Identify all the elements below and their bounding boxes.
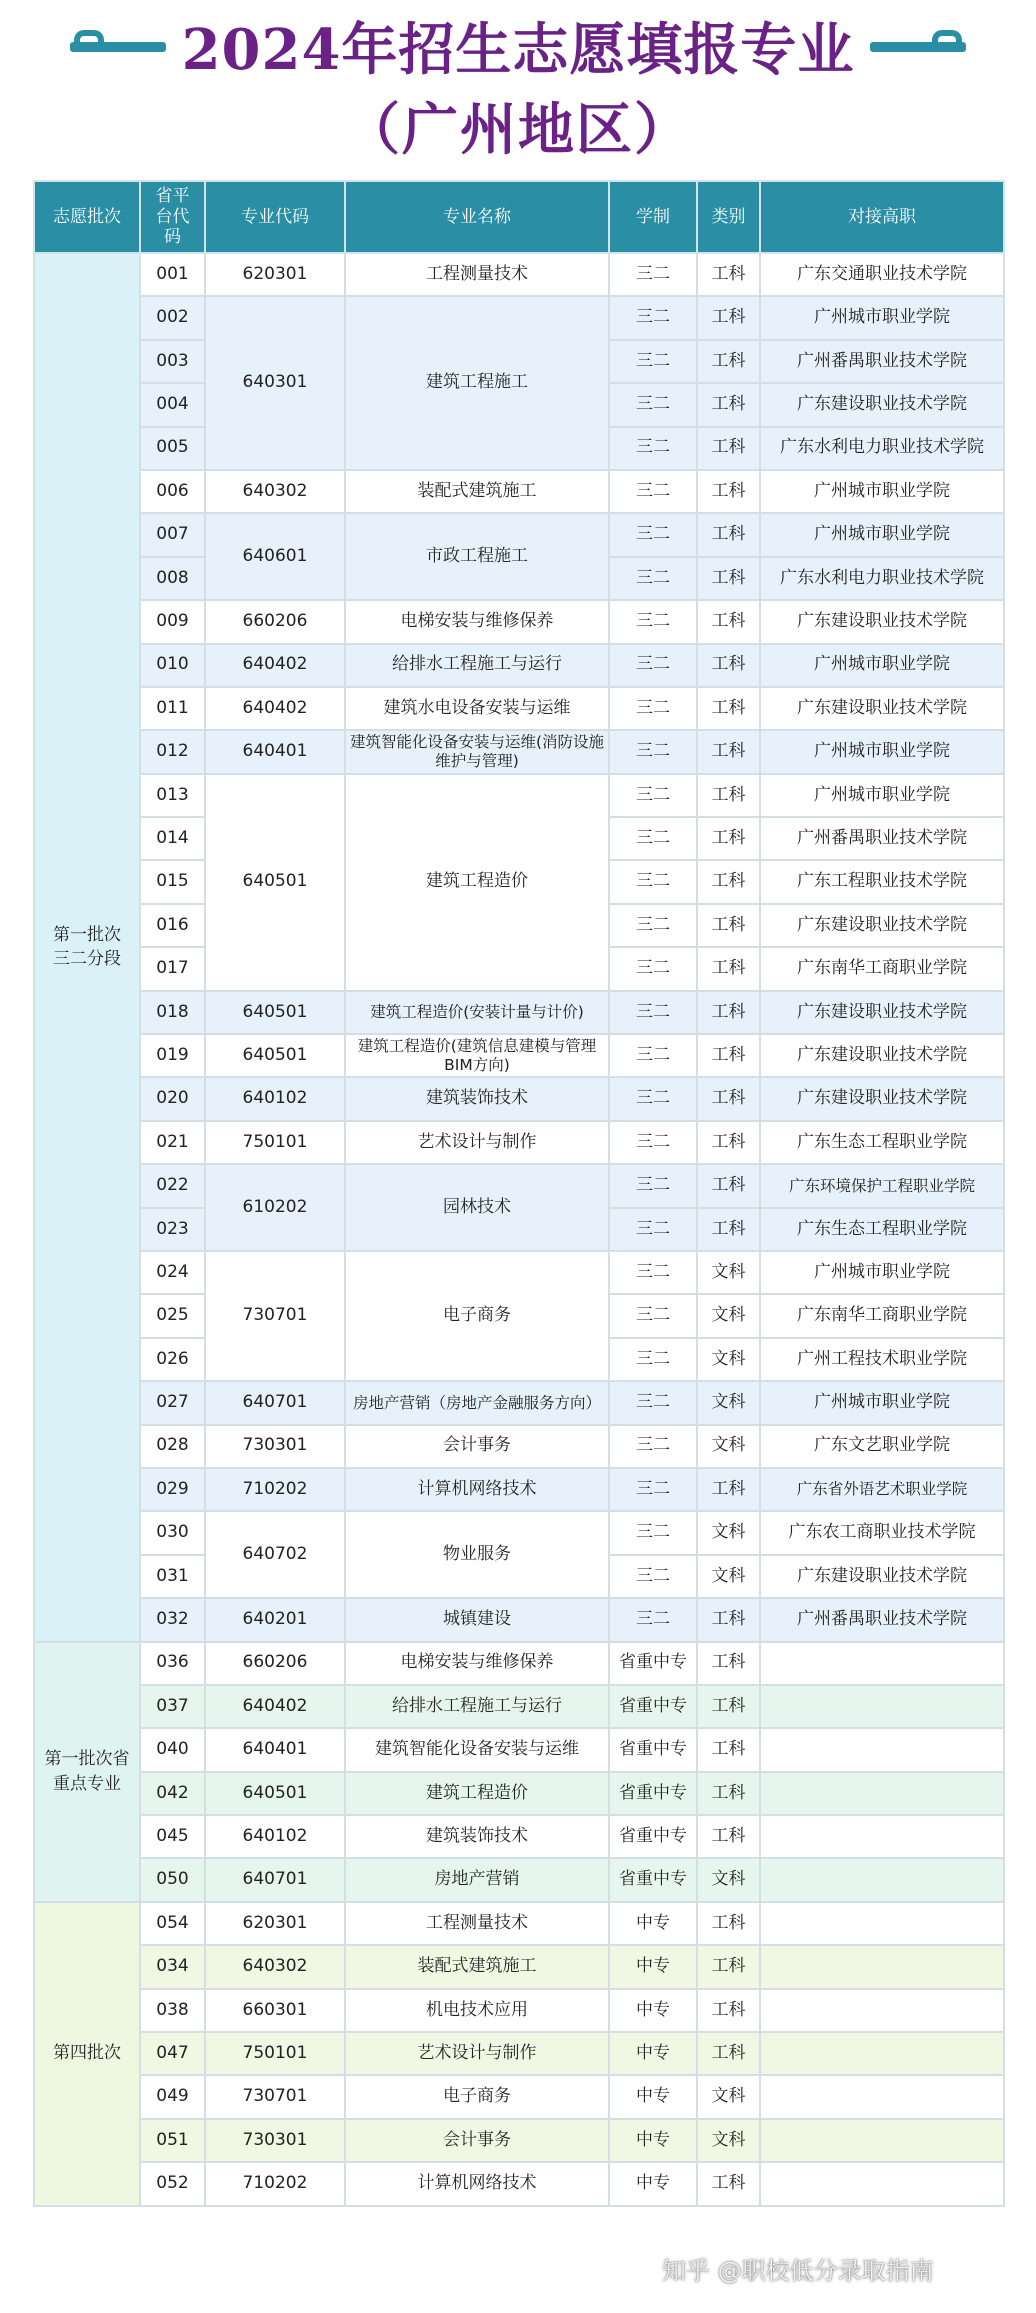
college: 广东交通职业技术学院 xyxy=(760,253,1004,296)
category: 工科 xyxy=(697,427,760,470)
major-code: 640601 xyxy=(205,513,345,600)
category: 工科 xyxy=(697,991,760,1034)
category: 工科 xyxy=(697,1685,760,1728)
platform-code: 027 xyxy=(140,1381,205,1424)
table-row xyxy=(34,1945,1004,1988)
platform-code: 017 xyxy=(140,947,205,990)
platform-code: 007 xyxy=(140,513,205,556)
platform-code: 013 xyxy=(140,774,205,817)
platform-code: 022 xyxy=(140,1164,205,1207)
category: 工科 xyxy=(697,253,760,296)
major-name: 园林技术 xyxy=(345,1164,609,1251)
platform-code: 020 xyxy=(140,1077,205,1120)
duration: 三二 xyxy=(609,774,697,817)
category: 工科 xyxy=(697,383,760,426)
college: 广东建设职业技术学院 xyxy=(760,1555,1004,1598)
platform-code: 008 xyxy=(140,557,205,600)
college: 广州番禺职业技术学院 xyxy=(760,340,1004,383)
duration: 中专 xyxy=(609,2032,697,2075)
major-name: 建筑工程造价 xyxy=(345,1772,609,1815)
major-name: 艺术设计与制作 xyxy=(345,2032,609,2075)
college: 广东水利电力职业技术学院 xyxy=(760,557,1004,600)
college xyxy=(760,1728,1004,1771)
duration: 省重中专 xyxy=(609,1642,697,1685)
platform-code: 025 xyxy=(140,1294,205,1337)
college: 广东生态工程职业学院 xyxy=(760,1121,1004,1164)
duration: 省重中专 xyxy=(609,1685,697,1728)
duration: 中专 xyxy=(609,1945,697,1988)
duration: 三二 xyxy=(609,687,697,730)
duration: 三二 xyxy=(609,644,697,687)
col-header-batch: 志愿批次 xyxy=(34,181,140,253)
table-row xyxy=(34,1989,1004,2032)
college: 广州工程技术职业学院 xyxy=(760,1338,1004,1381)
major-code: 620301 xyxy=(205,253,345,296)
college: 广东工程职业技术学院 xyxy=(760,860,1004,903)
category: 文科 xyxy=(697,1511,760,1554)
college: 广东建设职业技术学院 xyxy=(760,904,1004,947)
major-name: 机电技术应用 xyxy=(345,1989,609,2032)
batch-cell: 第一批次三二分段 xyxy=(34,253,140,1642)
category: 工科 xyxy=(697,1989,760,2032)
platform-code: 023 xyxy=(140,1208,205,1251)
table-row xyxy=(34,253,1004,296)
college xyxy=(760,1902,1004,1945)
duration: 三二 xyxy=(609,427,697,470)
duration: 三二 xyxy=(609,1121,697,1164)
platform-code: 002 xyxy=(140,296,205,339)
watermark: 知乎 @职校低分录取指南 xyxy=(662,2257,934,2285)
major-table xyxy=(33,180,1005,2207)
platform-code: 011 xyxy=(140,687,205,730)
college: 广东省外语艺术职业学院 xyxy=(760,1468,1004,1511)
platform-code: 024 xyxy=(140,1251,205,1294)
platform-code: 034 xyxy=(140,1945,205,1988)
major-name: 艺术设计与制作 xyxy=(345,1121,609,1164)
table-header-row xyxy=(34,181,1004,253)
platform-code: 052 xyxy=(140,2162,205,2205)
duration: 三二 xyxy=(609,1208,697,1251)
category: 文科 xyxy=(697,1251,760,1294)
category: 工科 xyxy=(697,296,760,339)
table-row xyxy=(34,1251,1004,1294)
major-code: 640302 xyxy=(205,1945,345,1988)
major-name: 装配式建筑施工 xyxy=(345,470,609,513)
major-name: 会计事务 xyxy=(345,1425,609,1468)
major-code: 640402 xyxy=(205,1685,345,1728)
category: 工科 xyxy=(697,774,760,817)
page-title: 2024年招生志愿填报专业 xyxy=(181,17,855,83)
duration: 三二 xyxy=(609,1381,697,1424)
table-row xyxy=(34,1425,1004,1468)
table-row xyxy=(34,1598,1004,1641)
platform-code: 054 xyxy=(140,1902,205,1945)
major-name: 城镇建设 xyxy=(345,1598,609,1641)
category: 工科 xyxy=(697,1077,760,1120)
duration: 三二 xyxy=(609,600,697,643)
category: 文科 xyxy=(697,2075,760,2118)
duration: 三二 xyxy=(609,817,697,860)
platform-code: 028 xyxy=(140,1425,205,1468)
table-row xyxy=(34,774,1004,817)
table-row xyxy=(34,1077,1004,1120)
category: 工科 xyxy=(697,1468,760,1511)
table-row xyxy=(34,2119,1004,2162)
major-code: 640402 xyxy=(205,644,345,687)
major-code: 730701 xyxy=(205,1251,345,1381)
college xyxy=(760,1772,1004,1815)
major-code: 610202 xyxy=(205,1164,345,1251)
duration: 三二 xyxy=(609,1468,697,1511)
category: 文科 xyxy=(697,1381,760,1424)
batch-cell: 第四批次 xyxy=(34,1902,140,2206)
category: 工科 xyxy=(697,1642,760,1685)
platform-code: 015 xyxy=(140,860,205,903)
table-row xyxy=(34,600,1004,643)
platform-code: 010 xyxy=(140,644,205,687)
major-name: 会计事务 xyxy=(345,2119,609,2162)
platform-code: 026 xyxy=(140,1338,205,1381)
major-name: 电梯安装与维修保养 xyxy=(345,1642,609,1685)
category: 工科 xyxy=(697,730,760,773)
duration: 省重中专 xyxy=(609,1728,697,1771)
college: 广东建设职业技术学院 xyxy=(760,991,1004,1034)
category: 工科 xyxy=(697,1121,760,1164)
major-code: 730301 xyxy=(205,1425,345,1468)
platform-code: 049 xyxy=(140,2075,205,2118)
college: 广州城市职业学院 xyxy=(760,730,1004,773)
table-row xyxy=(34,513,1004,556)
major-name: 建筑智能化设备安装与运维 xyxy=(345,1728,609,1771)
college: 广东南华工商职业学院 xyxy=(760,1294,1004,1337)
table-row xyxy=(34,2162,1004,2205)
duration: 三二 xyxy=(609,860,697,903)
duration: 三二 xyxy=(609,1164,697,1207)
college: 广东环境保护工程职业学院 xyxy=(760,1164,1004,1207)
college xyxy=(760,1642,1004,1685)
college xyxy=(760,1815,1004,1858)
category: 工科 xyxy=(697,600,760,643)
platform-code: 031 xyxy=(140,1555,205,1598)
platform-code: 050 xyxy=(140,1858,205,1901)
major-code: 640402 xyxy=(205,687,345,730)
duration: 三二 xyxy=(609,947,697,990)
duration: 中专 xyxy=(609,2075,697,2118)
college: 广州城市职业学院 xyxy=(760,1251,1004,1294)
college xyxy=(760,2119,1004,2162)
college: 广州番禺职业技术学院 xyxy=(760,1598,1004,1641)
major-code: 640501 xyxy=(205,991,345,1034)
major-code: 710202 xyxy=(205,1468,345,1511)
table-row xyxy=(34,1121,1004,1164)
major-code: 640701 xyxy=(205,1858,345,1901)
table-row xyxy=(34,1772,1004,1815)
category: 工科 xyxy=(697,2032,760,2075)
category: 工科 xyxy=(697,1164,760,1207)
major-name: 电梯安装与维修保养 xyxy=(345,600,609,643)
platform-code: 012 xyxy=(140,730,205,773)
major-name: 工程测量技术 xyxy=(345,1902,609,1945)
major-name: 工程测量技术 xyxy=(345,253,609,296)
major-code: 640201 xyxy=(205,1598,345,1641)
college: 广东南华工商职业学院 xyxy=(760,947,1004,990)
major-code: 660206 xyxy=(205,600,345,643)
duration: 中专 xyxy=(609,1902,697,1945)
platform-code: 006 xyxy=(140,470,205,513)
college: 广东水利电力职业技术学院 xyxy=(760,427,1004,470)
duration: 中专 xyxy=(609,2162,697,2205)
table-row xyxy=(34,296,1004,339)
major-code: 640501 xyxy=(205,1772,345,1815)
duration: 三二 xyxy=(609,1077,697,1120)
category: 文科 xyxy=(697,1425,760,1468)
platform-code: 032 xyxy=(140,1598,205,1641)
duration: 三二 xyxy=(609,1251,697,1294)
major-name: 房地产营销（房地产金融服务方向） xyxy=(345,1381,609,1424)
major-code: 640301 xyxy=(205,296,345,470)
major-code: 710202 xyxy=(205,2162,345,2205)
platform-code: 019 xyxy=(140,1034,205,1077)
platform-code: 038 xyxy=(140,1989,205,2032)
category: 工科 xyxy=(697,1772,760,1815)
category: 工科 xyxy=(697,904,760,947)
major-code: 640401 xyxy=(205,1728,345,1771)
major-code: 620301 xyxy=(205,1902,345,1945)
table-row xyxy=(34,470,1004,513)
category: 工科 xyxy=(697,470,760,513)
platform-code: 004 xyxy=(140,383,205,426)
duration: 三二 xyxy=(609,1511,697,1554)
category: 工科 xyxy=(697,1598,760,1641)
major-code: 750101 xyxy=(205,2032,345,2075)
duration: 三二 xyxy=(609,253,697,296)
platform-code: 009 xyxy=(140,600,205,643)
table-row xyxy=(34,1034,1004,1077)
major-code: 640302 xyxy=(205,470,345,513)
table-row xyxy=(34,687,1004,730)
platform-code: 045 xyxy=(140,1815,205,1858)
category: 工科 xyxy=(697,1902,760,1945)
category: 工科 xyxy=(697,817,760,860)
college xyxy=(760,2162,1004,2205)
major-code: 640102 xyxy=(205,1815,345,1858)
major-name: 给排水工程施工与运行 xyxy=(345,1685,609,1728)
platform-code: 016 xyxy=(140,904,205,947)
duration: 中专 xyxy=(609,2119,697,2162)
table-row xyxy=(34,644,1004,687)
duration: 三二 xyxy=(609,1425,697,1468)
col-header-major-name: 专业名称 xyxy=(345,181,609,253)
major-name: 计算机网络技术 xyxy=(345,1468,609,1511)
platform-code: 029 xyxy=(140,1468,205,1511)
category: 工科 xyxy=(697,644,760,687)
major-name: 物业服务 xyxy=(345,1511,609,1598)
category: 文科 xyxy=(697,1555,760,1598)
major-name: 建筑工程造价 xyxy=(345,774,609,991)
major-name: 电子商务 xyxy=(345,1251,609,1381)
table-row xyxy=(34,1858,1004,1901)
major-code: 640701 xyxy=(205,1381,345,1424)
col-header-college: 对接高职 xyxy=(760,181,1004,253)
duration: 省重中专 xyxy=(609,1772,697,1815)
major-code: 730301 xyxy=(205,2119,345,2162)
table-row xyxy=(34,1468,1004,1511)
category: 工科 xyxy=(697,557,760,600)
major-name: 建筑工程施工 xyxy=(345,296,609,470)
major-name: 建筑装饰技术 xyxy=(345,1815,609,1858)
table-row xyxy=(34,1685,1004,1728)
platform-code: 003 xyxy=(140,340,205,383)
duration: 三二 xyxy=(609,904,697,947)
college: 广东建设职业技术学院 xyxy=(760,1034,1004,1077)
major-code: 640501 xyxy=(205,774,345,991)
col-header-major-code: 专业代码 xyxy=(205,181,345,253)
duration: 三二 xyxy=(609,470,697,513)
college xyxy=(760,1989,1004,2032)
platform-code: 021 xyxy=(140,1121,205,1164)
major-name: 装配式建筑施工 xyxy=(345,1945,609,1988)
major-name: 建筑工程造价(建筑信息建模与管理BIM方向) xyxy=(345,1034,609,1077)
major-name: 计算机网络技术 xyxy=(345,2162,609,2205)
table-row xyxy=(34,2075,1004,2118)
col-header-duration: 学制 xyxy=(609,181,697,253)
duration: 三二 xyxy=(609,557,697,600)
duration: 三二 xyxy=(609,296,697,339)
platform-code: 042 xyxy=(140,1772,205,1815)
platform-code: 005 xyxy=(140,427,205,470)
major-code: 660206 xyxy=(205,1642,345,1685)
category: 文科 xyxy=(697,1858,760,1901)
platform-code: 014 xyxy=(140,817,205,860)
major-name: 市政工程施工 xyxy=(345,513,609,600)
duration: 三二 xyxy=(609,1034,697,1077)
college xyxy=(760,2032,1004,2075)
category: 工科 xyxy=(697,1034,760,1077)
duration: 省重中专 xyxy=(609,1815,697,1858)
college: 广州城市职业学院 xyxy=(760,513,1004,556)
duration: 三二 xyxy=(609,1598,697,1641)
platform-code: 001 xyxy=(140,253,205,296)
page-header xyxy=(0,0,1036,170)
platform-code: 036 xyxy=(140,1642,205,1685)
col-header-platform-code: 省平台代码 xyxy=(140,181,205,253)
category: 工科 xyxy=(697,340,760,383)
duration: 三二 xyxy=(609,730,697,773)
college: 广州城市职业学院 xyxy=(760,1381,1004,1424)
major-name: 建筑水电设备安装与运维 xyxy=(345,687,609,730)
college: 广东生态工程职业学院 xyxy=(760,1208,1004,1251)
table-row xyxy=(34,730,1004,773)
platform-code: 018 xyxy=(140,991,205,1034)
major-code: 640501 xyxy=(205,1034,345,1077)
table-row xyxy=(34,991,1004,1034)
major-code: 640401 xyxy=(205,730,345,773)
duration: 三二 xyxy=(609,991,697,1034)
table-row xyxy=(34,1381,1004,1424)
major-name: 电子商务 xyxy=(345,2075,609,2118)
table-row xyxy=(34,1511,1004,1554)
duration: 三二 xyxy=(609,1555,697,1598)
major-name: 建筑装饰技术 xyxy=(345,1077,609,1120)
college xyxy=(760,1945,1004,1988)
college: 广州番禺职业技术学院 xyxy=(760,817,1004,860)
table-row xyxy=(34,1642,1004,1685)
major-code: 730701 xyxy=(205,2075,345,2118)
category: 工科 xyxy=(697,947,760,990)
major-name: 建筑智能化设备安装与运维(消防设施维护与管理) xyxy=(345,730,609,773)
platform-code: 030 xyxy=(140,1511,205,1554)
college: 广州城市职业学院 xyxy=(760,644,1004,687)
category: 工科 xyxy=(697,1945,760,1988)
category: 文科 xyxy=(697,1338,760,1381)
college: 广东建设职业技术学院 xyxy=(760,1077,1004,1120)
college: 广东文艺职业学院 xyxy=(760,1425,1004,1468)
category: 文科 xyxy=(697,1294,760,1337)
duration: 三二 xyxy=(609,383,697,426)
table-row xyxy=(34,2032,1004,2075)
table-row xyxy=(34,1728,1004,1771)
duration: 三二 xyxy=(609,1294,697,1337)
college: 广州城市职业学院 xyxy=(760,296,1004,339)
college: 广东建设职业技术学院 xyxy=(760,600,1004,643)
duration: 三二 xyxy=(609,1338,697,1381)
major-name: 建筑工程造价(安装计量与计价) xyxy=(345,991,609,1034)
category: 工科 xyxy=(697,860,760,903)
table-row xyxy=(34,1902,1004,1945)
major-name: 房地产营销 xyxy=(345,1858,609,1901)
platform-code: 040 xyxy=(140,1728,205,1771)
college: 广东农工商职业技术学院 xyxy=(760,1511,1004,1554)
duration: 中专 xyxy=(609,1989,697,2032)
category: 工科 xyxy=(697,2162,760,2205)
platform-code: 047 xyxy=(140,2032,205,2075)
duration: 三二 xyxy=(609,513,697,556)
college: 广东建设职业技术学院 xyxy=(760,383,1004,426)
table-row xyxy=(34,1815,1004,1858)
college xyxy=(760,1858,1004,1901)
category: 文科 xyxy=(697,2119,760,2162)
category: 工科 xyxy=(697,1815,760,1858)
category: 工科 xyxy=(697,1728,760,1771)
category: 工科 xyxy=(697,1208,760,1251)
college: 广州城市职业学院 xyxy=(760,774,1004,817)
table-row xyxy=(34,1164,1004,1207)
category: 工科 xyxy=(697,687,760,730)
batch-cell: 第一批次省重点专业 xyxy=(34,1642,140,1902)
major-code: 660301 xyxy=(205,1989,345,2032)
platform-code: 051 xyxy=(140,2119,205,2162)
platform-code: 037 xyxy=(140,1685,205,1728)
category: 工科 xyxy=(697,513,760,556)
duration: 省重中专 xyxy=(609,1858,697,1901)
major-code: 750101 xyxy=(205,1121,345,1164)
college xyxy=(760,2075,1004,2118)
col-header-type: 类别 xyxy=(697,181,760,253)
major-code: 640702 xyxy=(205,1511,345,1598)
major-name: 给排水工程施工与运行 xyxy=(345,644,609,687)
page-subtitle: （广州地区） xyxy=(344,97,692,163)
college: 广州城市职业学院 xyxy=(760,470,1004,513)
major-code: 640102 xyxy=(205,1077,345,1120)
duration: 三二 xyxy=(609,340,697,383)
college: 广东建设职业技术学院 xyxy=(760,687,1004,730)
college xyxy=(760,1685,1004,1728)
